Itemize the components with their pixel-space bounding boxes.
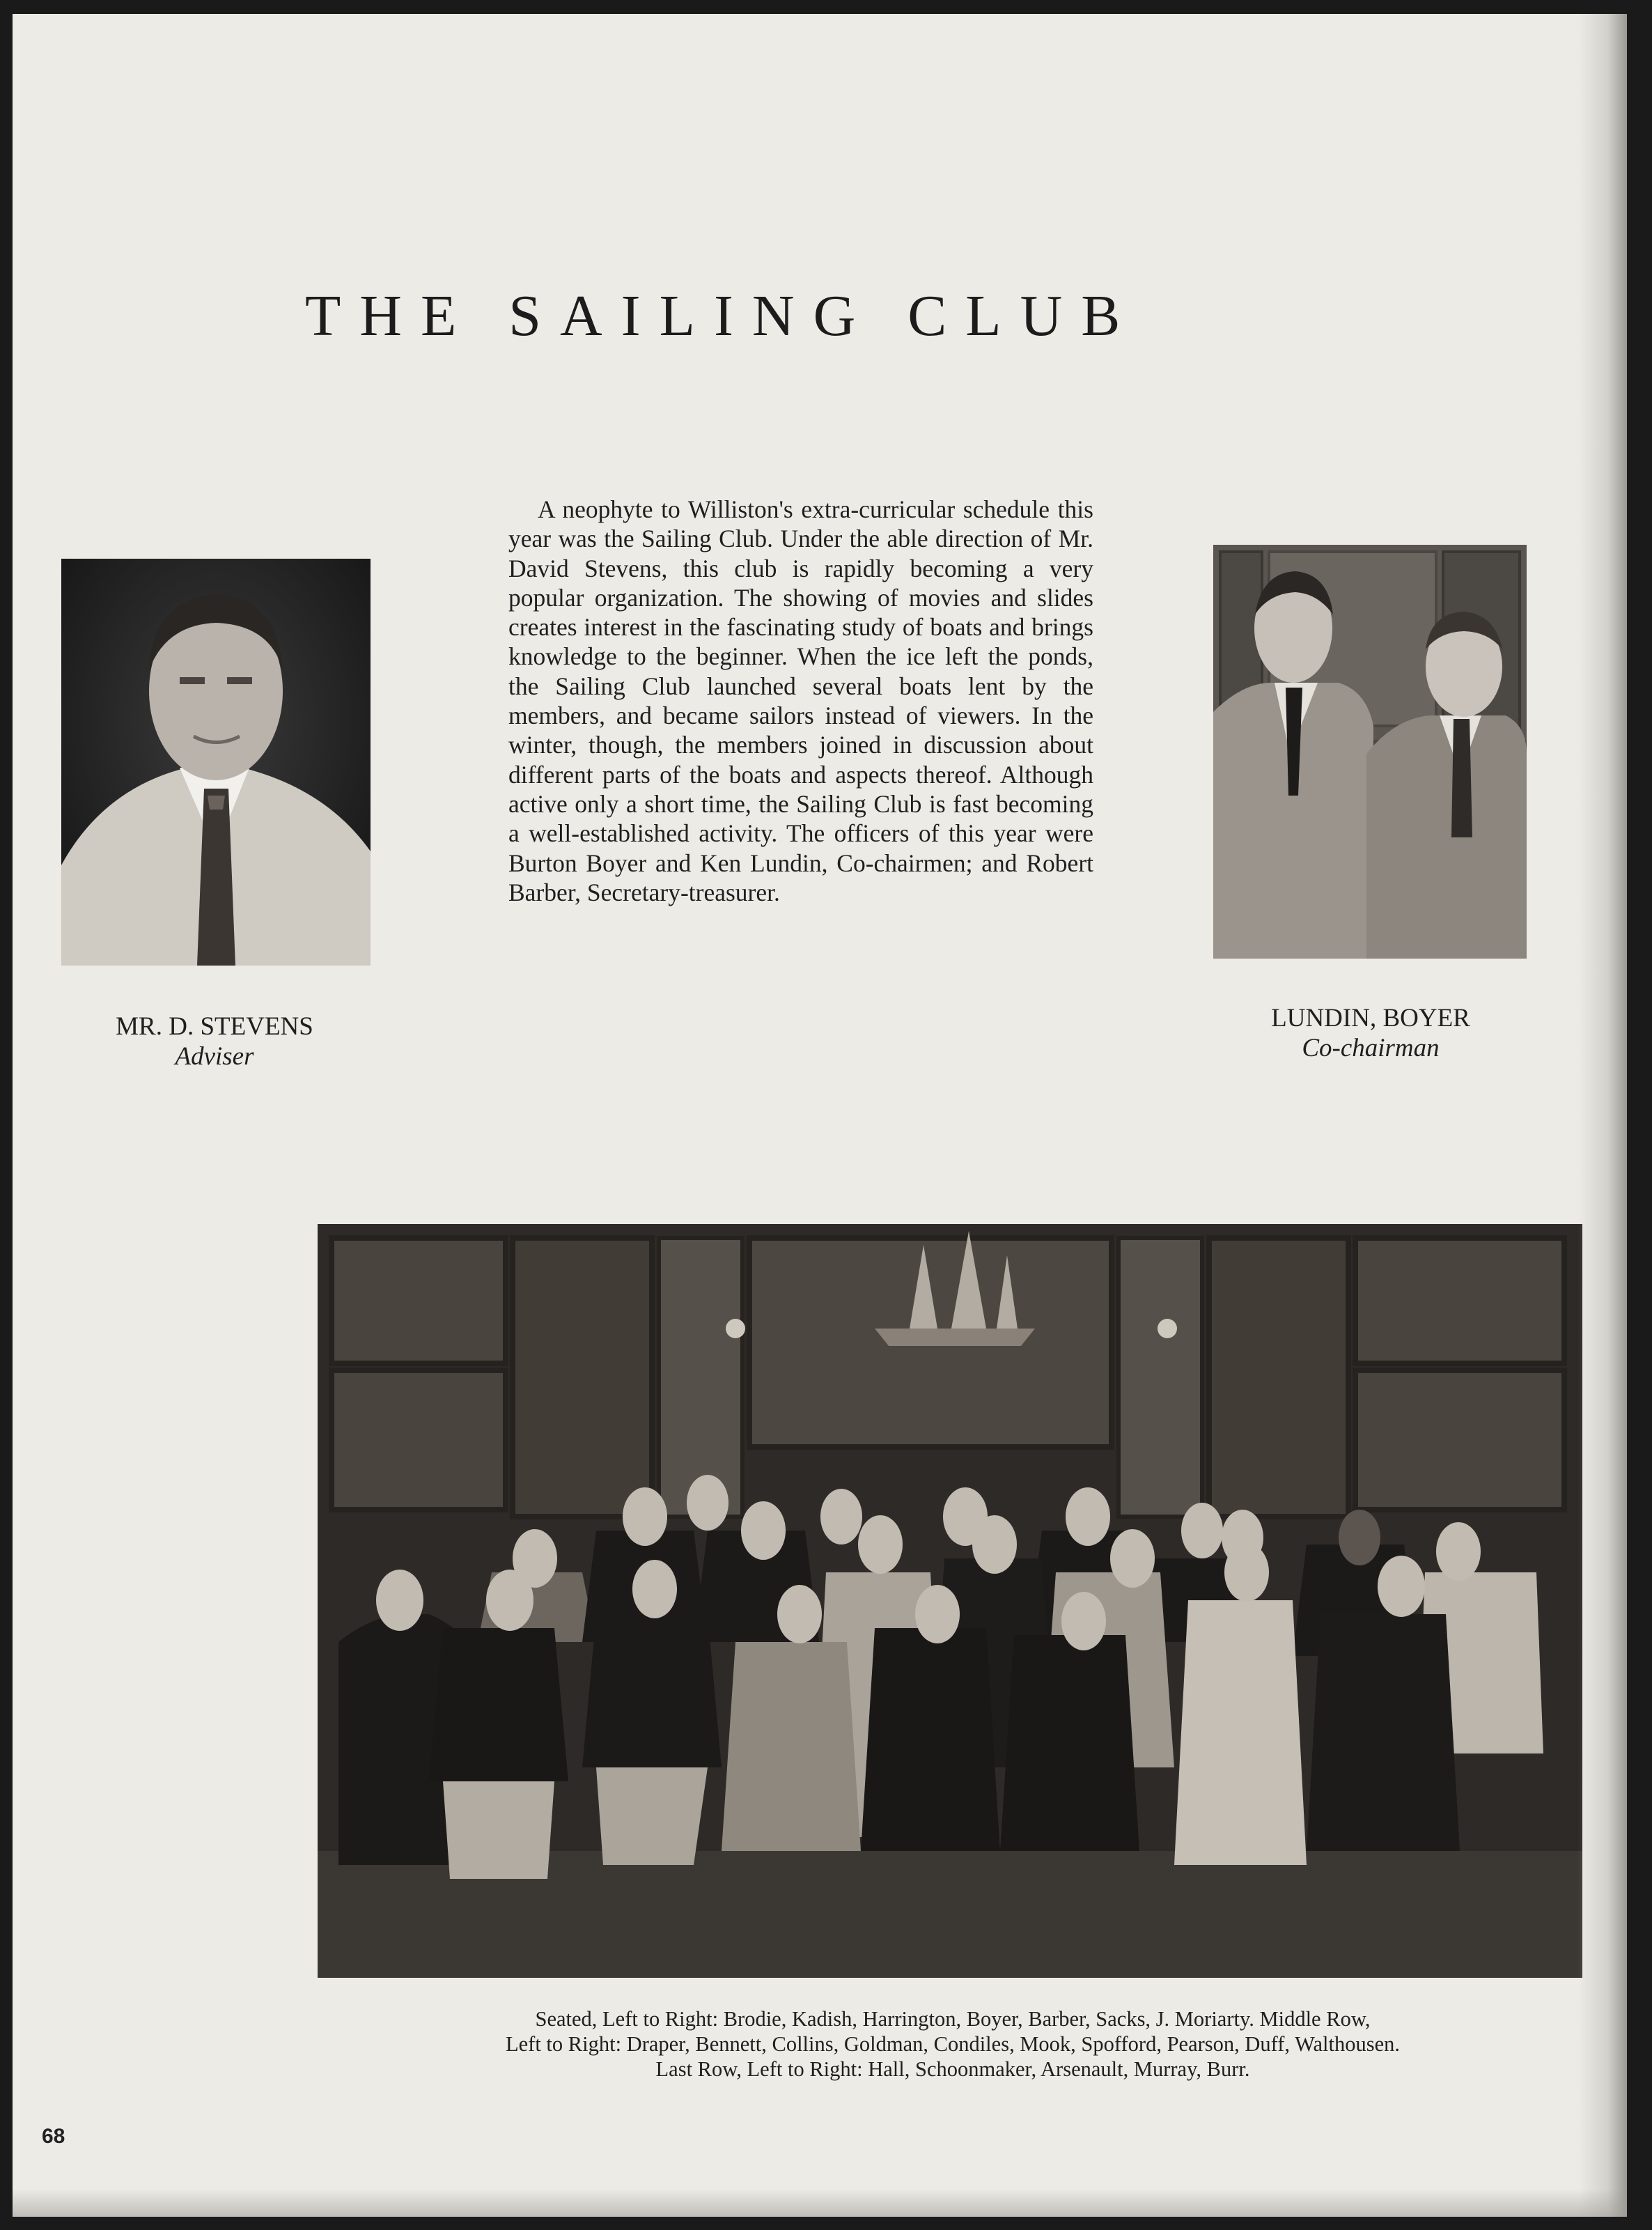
group-photo-caption <box>403 2006 1503 2082</box>
page-edge-shadow <box>1578 14 1627 2217</box>
caption-line-middle: Left to Right: Draper, Bennett, Collins, Goldman, Condiles, Mook, Spofford, Pearson, Duff, Walthousen. <box>506 2032 1400 2056</box>
page-bottom-shadow <box>13 2189 1627 2217</box>
cochairmen-role: Co-chairman <box>1302 1034 1440 1062</box>
page-number: 68 <box>42 2125 65 2148</box>
yearbook-page <box>13 14 1627 2217</box>
caption-line-last: Last Row, Left to Right: Hall, Schoonmaker, Arsenault, Murray, Burr. <box>655 2057 1250 2081</box>
adviser-name: MR. D. STEVENS <box>116 1012 313 1041</box>
adviser-role: Adviser <box>175 1042 254 1071</box>
group-photo <box>318 1224 1582 1978</box>
cochairmen-photo <box>1213 545 1527 959</box>
page-title: THE SAILING CLUB <box>305 284 1139 348</box>
article-body: A neophyte to Williston's extra-curricular schedule this year was the Sailing Club. Under the able direction of Mr. David Stevens, this club is rapidly becoming a very popular organization. The showing of movies and slides creates interest in the fascinating study of boats and brings knowledge to the beginner. When the ice left the ponds, the Sailing Club launched several boats lent by the members, and became sailors instead of viewers. In the winter, though, the members joined in discussion about different parts of the boats and aspects thereof. Although active only a short time, the Sailing Club is fast becoming a well-established activity. The officers of this year were Burton Boyer and Ken Lundin, Co-chairmen; and Robert Barber, Secretary-treasurer. <box>508 495 1093 906</box>
adviser-portrait-photo <box>61 559 371 966</box>
cochairmen-names: LUNDIN, BOYER <box>1271 1004 1470 1032</box>
caption-line-seated: Seated, Left to Right: Brodie, Kadish, Harrington, Boyer, Barber, Sacks, J. Moriarty. Middle Row, <box>535 2007 1371 2031</box>
